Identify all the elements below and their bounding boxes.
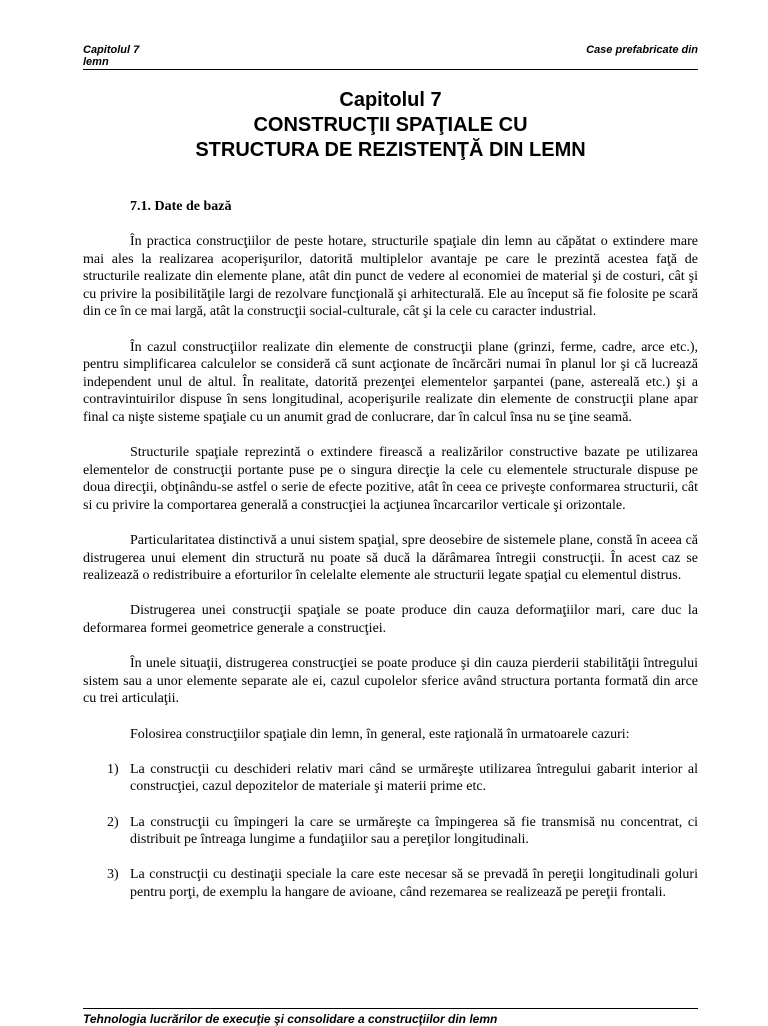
header-book-title: Case prefabricate din [586,44,698,56]
body-text [83,233,698,919]
paragraph: Structurile spaţiale reprezintă o extindere firească a realizărilor constructive bazate pe utilizarea elementelor de construcţii portante puse pe o singura direcţie la cele cu elementele structurale dispuse pe doua direcţii, obţinându-se astfel o serie de efecte pozitive, atât în ceea ce priveşte conformarea structurii, cât si cu privire la comportarea generală a construcţiei la acţiunea încarcarilor verticale şi orizontale. [83,445,698,513]
header-chapter-label: Capitolul 7 lemn [83,44,140,68]
paragraph: Particularitatea distinctivă a unui sistem spaţial, spre deosebire de sistemele plane, constă în aceea că distrugerea unui element din structură nu poate să ducă la dărâmarea întregii construcţii. În acest caz se realizează o redistribuire a eforturilor în celelalte elemente ale structurii legate spaţial cu elementul distrus. [83,533,698,584]
section-heading: 7.1. Date de bază [130,199,232,214]
chapter-title-line-2: STRUCTURA DE REZISTENŢĂ DIN LEMN [195,139,586,161]
paragraph: În practica construcţiilor de peste hotare, structurile spaţiale din lemn au căpătat o extindere mare mai ales la realizarea acoperişurilor, datorită multiplelor avantaje pe care le prezintă acestea faţă de structurile realizate din elemente plane, atât din punct de vedere al economiei de material şi de costuri, cât şi cu privire la posibilităţile largi de rezolvare funcţională şi arhitecturală. Ele au început să fie folosite pe scară din ce în ce mai largă, atât la construcţii social-culturale, cât şi la cele cu caracter industrial. [83,234,698,320]
list-item-text: La construcţii cu deschideri relativ mari când se urmăreşte utilizarea întregului gabarit interior al construcţiei, cazul depozitelor de materiale şi materii prime etc. [130,761,698,795]
paragraph: În cazul construcţiilor realizate din elemente de construcţii plane (grinzi, ferme, cadre, arce etc.), pentru simplificarea calculelor se consideră că sunt acţionate de încărcări numai în planul lor şi că lucrează independent unul de altul. În realitate, datorită prezenţei elementelor şarpantei (pane, astereală etc.) şi a contravintuirilor dispuse în sens longitudinal, acoperişurile realizate din elemente de construcţii plane apar final ca nişte sisteme spaţiale cu un anumit grad de conlucrare, dar în calcul însa nu se ţine seamă. [83,339,698,425]
chapter-number: Capitolul 7 [339,89,442,111]
numbered-list [83,761,698,902]
list-item-text: La construcţii cu împingeri la care se urmăreşte ca împingerea să fie transmisă nu concentrat, ci distribuit pe întreaga lungime a fundaţiilor sau a pereţilor longitudinali. [130,814,698,848]
list-item-number: 2) [107,814,119,830]
chapter-title-line-1: CONSTRUCŢII SPAŢIALE CU [253,114,528,136]
list-item-text: La construcţii cu destinaţii speciale la care este necesar să se prevadă în pereţii longitudinali goluri pentru porţi, de exemplu la hangare de avioane, când rezemarea se realizează pe pereţii frontali. [130,867,698,900]
list-item [83,761,698,796]
list-item-number: 1) [107,761,119,777]
paragraph: În unele situaţii, distrugerea construcţiei se poate produce şi din cauza pierderii stabilităţii întregului sistem sau a unor elemente separate ale ei, cazul cupolelor sferice având structura portanta formată din arce cu trei articulaţii. [83,656,698,707]
paragraph: Distrugerea unei construcţii spaţiale se poate produce din cauza deformaţiilor mari, care duc la deformarea formei geometrice generale a construcţiei. [83,603,698,637]
list-item [83,814,698,849]
list-item [83,866,698,901]
running-footer: Tehnologia lucrărilor de execuţie şi consolidare a construcţiilor din lemn [83,1008,698,1026]
chapter-title [83,88,698,163]
paragraph: Folosirea construcţiilor spaţiale din lemn, în general, este raţională în urmatoarele cazuri: [130,726,630,742]
running-header [83,42,698,70]
list-item-number: 3) [107,867,119,883]
